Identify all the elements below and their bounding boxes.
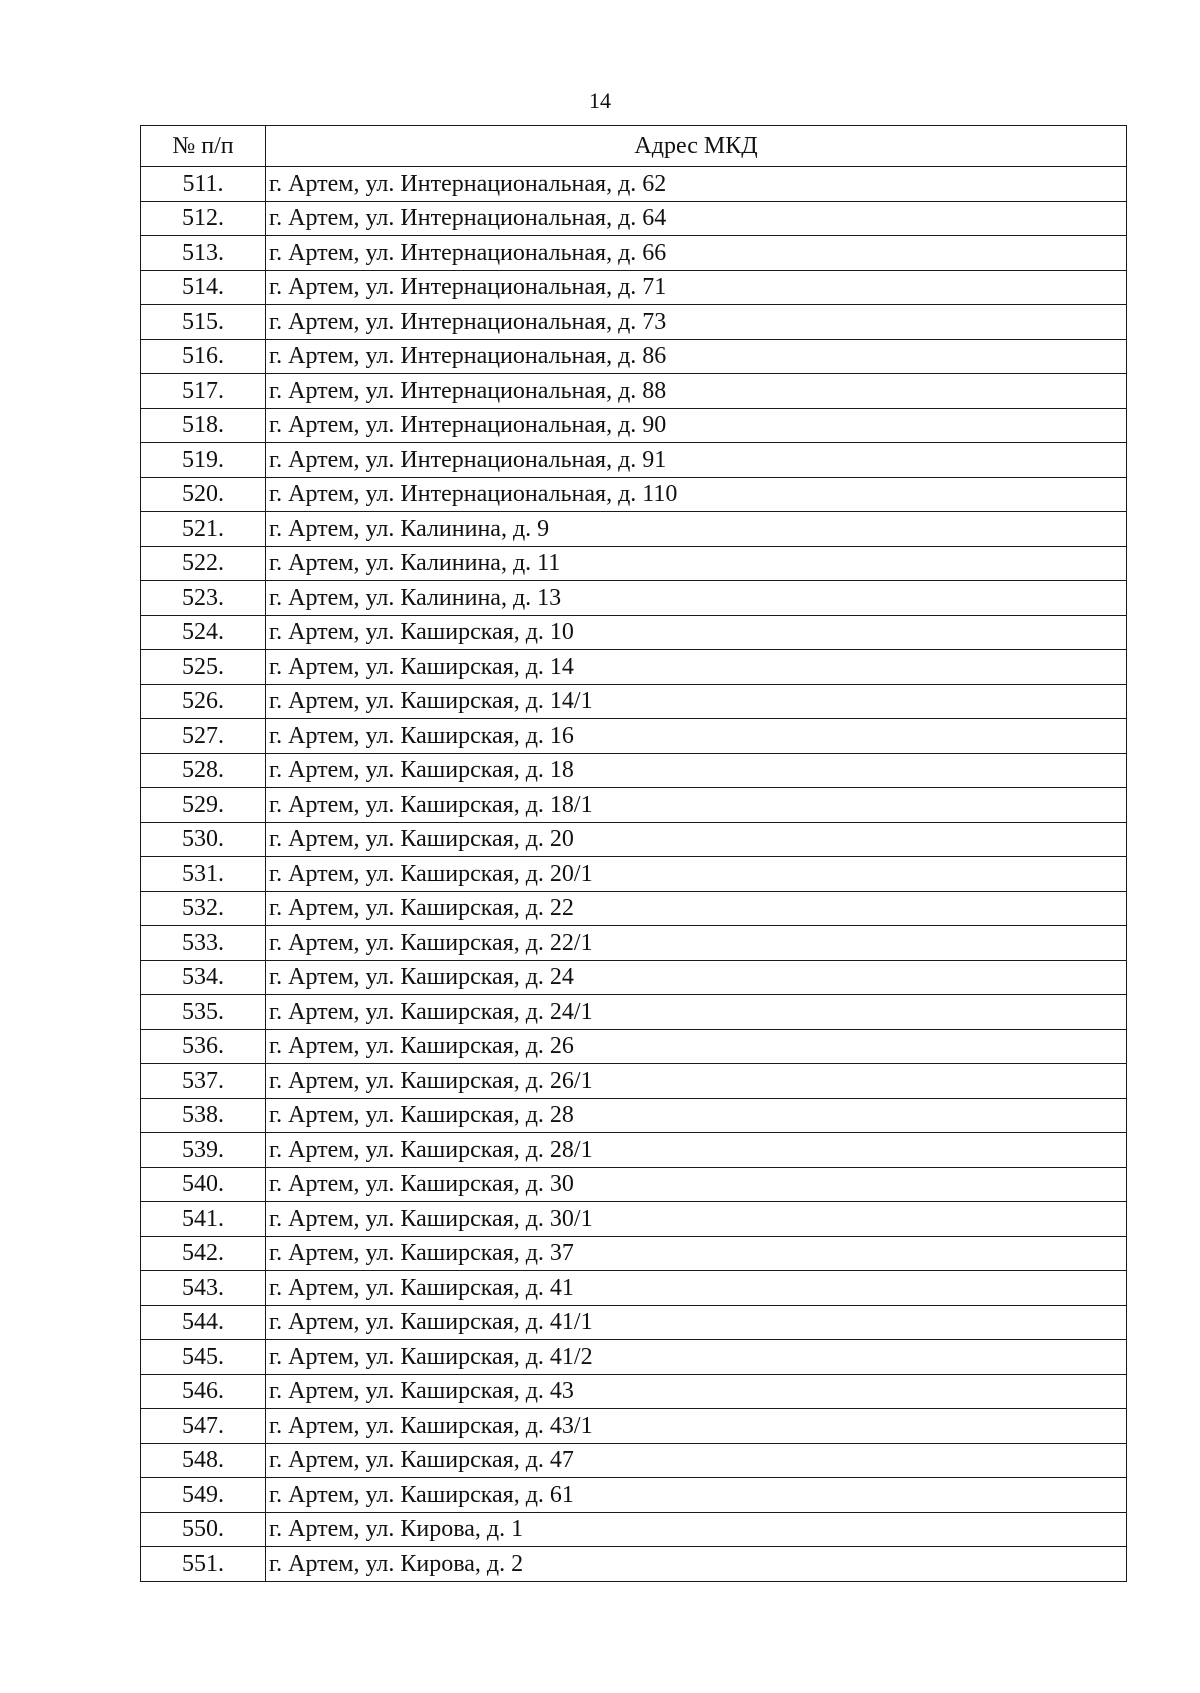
- row-number: 548.: [141, 1443, 266, 1478]
- table-row: [141, 443, 1127, 478]
- row-address: г. Артем, ул. Калинина, д. 11: [266, 546, 1127, 581]
- row-address: г. Артем, ул. Каширская, д. 41/2: [266, 1340, 1127, 1375]
- table-row: [141, 1098, 1127, 1133]
- row-address: г. Артем, ул. Каширская, д. 28: [266, 1098, 1127, 1133]
- row-address: г. Артем, ул. Каширская, д. 28/1: [266, 1133, 1127, 1168]
- row-address: г. Артем, ул. Каширская, д. 43/1: [266, 1409, 1127, 1444]
- row-address: г. Артем, ул. Кирова, д. 2: [266, 1547, 1127, 1582]
- row-address: г. Артем, ул. Интернациональная, д. 66: [266, 236, 1127, 271]
- row-address: г. Артем, ул. Интернациональная, д. 62: [266, 167, 1127, 202]
- row-address: г. Артем, ул. Интернациональная, д. 90: [266, 408, 1127, 443]
- row-address: г. Артем, ул. Каширская, д. 43: [266, 1374, 1127, 1409]
- row-number: 549.: [141, 1478, 266, 1513]
- row-address: г. Артем, ул. Интернациональная, д. 110: [266, 477, 1127, 512]
- table-row: [141, 891, 1127, 926]
- table-row: [141, 926, 1127, 961]
- table-row: [141, 546, 1127, 581]
- row-address: г. Артем, ул. Интернациональная, д. 73: [266, 305, 1127, 340]
- row-number: 539.: [141, 1133, 266, 1168]
- row-address: г. Артем, ул. Калинина, д. 13: [266, 581, 1127, 616]
- table-row: [141, 1547, 1127, 1582]
- column-header-address: Адрес МКД: [266, 126, 1127, 167]
- row-number: 533.: [141, 926, 266, 961]
- row-address: г. Артем, ул. Интернациональная, д. 88: [266, 374, 1127, 409]
- row-address: г. Артем, ул. Каширская, д. 18/1: [266, 788, 1127, 823]
- table-row: [141, 236, 1127, 271]
- row-number: 517.: [141, 374, 266, 409]
- table-row: [141, 201, 1127, 236]
- table-row: [141, 512, 1127, 547]
- row-address: г. Артем, ул. Интернациональная, д. 91: [266, 443, 1127, 478]
- row-number: 520.: [141, 477, 266, 512]
- row-number: 536.: [141, 1029, 266, 1064]
- row-address: г. Артем, ул. Каширская, д. 14: [266, 650, 1127, 685]
- row-number: 523.: [141, 581, 266, 616]
- row-address: г. Артем, ул. Каширская, д. 20: [266, 822, 1127, 857]
- table-row: [141, 995, 1127, 1030]
- table-row: [141, 1202, 1127, 1237]
- table-row: [141, 1167, 1127, 1202]
- row-number: 532.: [141, 891, 266, 926]
- table-row: [141, 408, 1127, 443]
- table-row: [141, 753, 1127, 788]
- row-address: г. Артем, ул. Каширская, д. 30: [266, 1167, 1127, 1202]
- row-number: 515.: [141, 305, 266, 340]
- table-row: [141, 1029, 1127, 1064]
- table-row: [141, 339, 1127, 374]
- row-address: г. Артем, ул. Каширская, д. 26/1: [266, 1064, 1127, 1099]
- row-number: 522.: [141, 546, 266, 581]
- row-number: 529.: [141, 788, 266, 823]
- table-row: [141, 374, 1127, 409]
- row-address: г. Артем, ул. Каширская, д. 14/1: [266, 684, 1127, 719]
- row-number: 540.: [141, 1167, 266, 1202]
- row-address: г. Артем, ул. Каширская, д. 24: [266, 960, 1127, 995]
- table-row: [141, 1478, 1127, 1513]
- table-row: [141, 270, 1127, 305]
- row-number: 546.: [141, 1374, 266, 1409]
- row-number: 530.: [141, 822, 266, 857]
- row-address: г. Артем, ул. Каширская, д. 47: [266, 1443, 1127, 1478]
- row-number: 519.: [141, 443, 266, 478]
- row-address: г. Артем, ул. Каширская, д. 22: [266, 891, 1127, 926]
- row-address: г. Артем, ул. Каширская, д. 18: [266, 753, 1127, 788]
- row-address: г. Артем, ул. Каширская, д. 20/1: [266, 857, 1127, 892]
- row-number: 541.: [141, 1202, 266, 1237]
- table-row: [141, 650, 1127, 685]
- row-address: г. Артем, ул. Каширская, д. 10: [266, 615, 1127, 650]
- row-number: 547.: [141, 1409, 266, 1444]
- row-address: г. Артем, ул. Интернациональная, д. 86: [266, 339, 1127, 374]
- table-row: [141, 1305, 1127, 1340]
- table-row: [141, 581, 1127, 616]
- table-row: [141, 857, 1127, 892]
- row-address: г. Артем, ул. Каширская, д. 41/1: [266, 1305, 1127, 1340]
- table-row: [141, 1271, 1127, 1306]
- row-number: 518.: [141, 408, 266, 443]
- table-body: [141, 167, 1127, 1582]
- row-address: г. Артем, ул. Каширская, д. 24/1: [266, 995, 1127, 1030]
- row-address: г. Артем, ул. Каширская, д. 61: [266, 1478, 1127, 1513]
- table-row: [141, 1443, 1127, 1478]
- table-row: [141, 477, 1127, 512]
- table-row: [141, 1133, 1127, 1168]
- row-address: г. Артем, ул. Интернациональная, д. 64: [266, 201, 1127, 236]
- row-address: г. Артем, ул. Каширская, д. 37: [266, 1236, 1127, 1271]
- address-table: [140, 125, 1127, 1582]
- row-number: 511.: [141, 167, 266, 202]
- row-number: 513.: [141, 236, 266, 271]
- row-number: 538.: [141, 1098, 266, 1133]
- table-row: [141, 822, 1127, 857]
- table-row: [141, 1512, 1127, 1547]
- row-address: г. Артем, ул. Интернациональная, д. 71: [266, 270, 1127, 305]
- table-row: [141, 167, 1127, 202]
- table-row: [141, 960, 1127, 995]
- row-address: г. Артем, ул. Калинина, д. 9: [266, 512, 1127, 547]
- row-number: 535.: [141, 995, 266, 1030]
- table-row: [141, 1236, 1127, 1271]
- column-header-number: № п/п: [141, 126, 266, 167]
- row-number: 521.: [141, 512, 266, 547]
- table-row: [141, 684, 1127, 719]
- row-number: 537.: [141, 1064, 266, 1099]
- table-row: [141, 1374, 1127, 1409]
- row-number: 544.: [141, 1305, 266, 1340]
- row-address: г. Артем, ул. Каширская, д. 16: [266, 719, 1127, 754]
- row-address: г. Артем, ул. Каширская, д. 26: [266, 1029, 1127, 1064]
- row-address: г. Артем, ул. Каширская, д. 41: [266, 1271, 1127, 1306]
- table-row: [141, 1409, 1127, 1444]
- row-number: 514.: [141, 270, 266, 305]
- row-number: 550.: [141, 1512, 266, 1547]
- table-row: [141, 1064, 1127, 1099]
- row-number: 527.: [141, 719, 266, 754]
- table-row: [141, 1340, 1127, 1375]
- table-row: [141, 615, 1127, 650]
- table-row: [141, 788, 1127, 823]
- row-number: 531.: [141, 857, 266, 892]
- row-number: 526.: [141, 684, 266, 719]
- page-number: 14: [589, 88, 611, 113]
- table-row: [141, 719, 1127, 754]
- row-address: г. Артем, ул. Кирова, д. 1: [266, 1512, 1127, 1547]
- row-number: 528.: [141, 753, 266, 788]
- row-number: 534.: [141, 960, 266, 995]
- row-number: 542.: [141, 1236, 266, 1271]
- row-number: 525.: [141, 650, 266, 685]
- table-row: [141, 305, 1127, 340]
- row-number: 524.: [141, 615, 266, 650]
- row-address: г. Артем, ул. Каширская, д. 30/1: [266, 1202, 1127, 1237]
- row-number: 516.: [141, 339, 266, 374]
- row-address: г. Артем, ул. Каширская, д. 22/1: [266, 926, 1127, 961]
- table-header-row: [141, 126, 1127, 167]
- row-number: 545.: [141, 1340, 266, 1375]
- row-number: 543.: [141, 1271, 266, 1306]
- row-number: 512.: [141, 201, 266, 236]
- row-number: 551.: [141, 1547, 266, 1582]
